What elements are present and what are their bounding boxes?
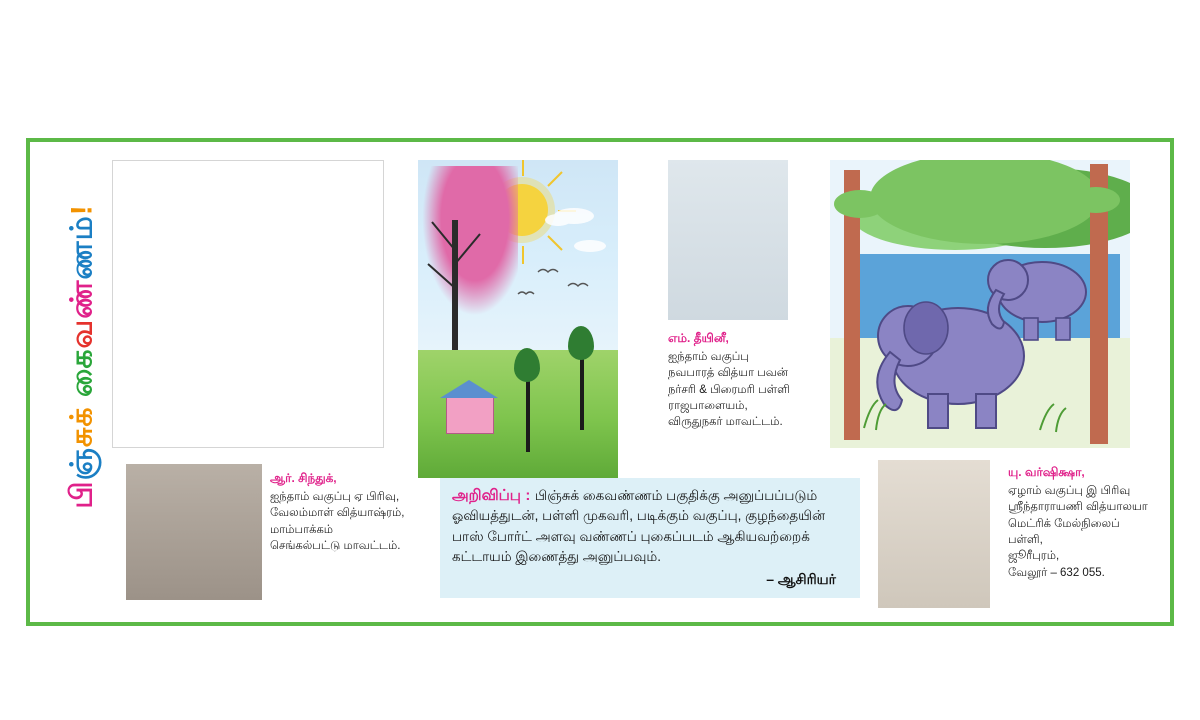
content-panel bbox=[26, 138, 1174, 626]
student-name: ஆர். சிந்துக், bbox=[270, 471, 337, 485]
student-detail: ஜூரீபுரம், bbox=[1008, 550, 1060, 563]
house-shape bbox=[446, 396, 494, 434]
student-detail: ஸ்ரீந்தாராயணி வித்யாலயா bbox=[1008, 501, 1148, 514]
notice-body: பிஞ்சுக் கைவண்ணம் பகுதிக்கு அனுப்பப்படும் ஓவியத்துடன், பள்ளி முகவரி, படிக்கும் வகுப்பு, குழந்தையின் பாஸ் போர்ட் அளவு வண்ணப் புகைப்படம் ஆகியவற்றைக் கட்டாயம் இணைத்து அனுப்பவும். bbox=[452, 488, 826, 564]
student-name: எம். தீயினீ, bbox=[668, 331, 729, 345]
student-detail: வேலூர் – 632 055. bbox=[1008, 566, 1105, 579]
elephant-drawing bbox=[830, 160, 1130, 448]
notice-heading: அறிவிப்பு bbox=[452, 487, 521, 504]
student-detail: ராஜபாளையம், bbox=[668, 400, 748, 413]
student-detail: ஐந்தாம் வகுப்பு bbox=[668, 351, 749, 364]
student-detail: நவபாரத் வித்யா பவன் bbox=[668, 367, 788, 380]
caption-sindhu bbox=[270, 470, 450, 554]
artwork-sunrise-landscape bbox=[418, 160, 618, 478]
student-detail: விருதுநகர் மாவட்டம். bbox=[668, 416, 783, 429]
student-photo-sindhu bbox=[126, 464, 262, 600]
student-detail: வேலம்மாள் வித்யாஷ்ரம், bbox=[270, 507, 405, 520]
notice-separator: : bbox=[525, 487, 531, 504]
student-detail: ஏழாம் வகுப்பு இ பிரிவு bbox=[1008, 485, 1131, 498]
masthead-title: பிஞ்சுக் கைவண்ணம்! bbox=[65, 204, 99, 509]
artwork-elephants-in-forest bbox=[830, 160, 1130, 448]
student-detail: ஐந்தாம் வகுப்பு ஏ பிரிவு, bbox=[270, 491, 400, 504]
student-photo-varshika bbox=[878, 460, 990, 608]
student-detail: மெட்ரிக் மேல்நிலைப் bbox=[1008, 517, 1120, 530]
notice-signature: – ஆசிரியர் bbox=[766, 571, 836, 587]
artwork-anime-boy-portrait bbox=[112, 160, 384, 448]
student-detail: பள்ளி, bbox=[1008, 534, 1043, 547]
student-detail: நர்சரி & பிரைமரி பள்ளி bbox=[668, 383, 790, 396]
student-photo-thaiyanee bbox=[668, 160, 788, 320]
student-detail: மாம்பாக்கம் bbox=[270, 523, 334, 536]
caption-varshika bbox=[1008, 464, 1178, 581]
student-name: யு. வர்ஷிக்ஷா, bbox=[1008, 465, 1085, 479]
student-detail: செங்கல்பட்டு மாவட்டம். bbox=[270, 540, 401, 553]
caption-thaiyanee bbox=[668, 330, 818, 431]
notice-box bbox=[440, 478, 860, 598]
masthead bbox=[44, 160, 106, 610]
